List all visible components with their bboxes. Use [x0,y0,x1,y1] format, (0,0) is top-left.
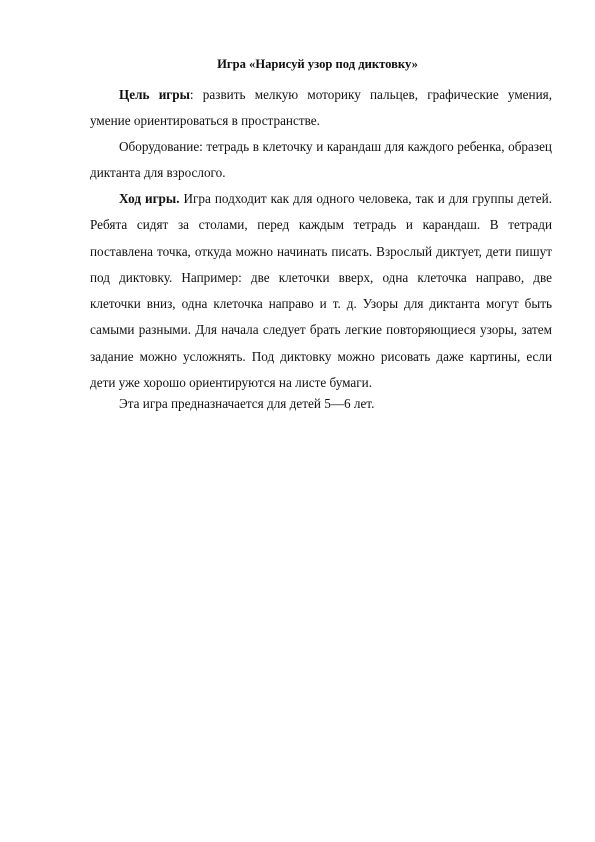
equipment-paragraph [90,134,552,187]
equipment-text: Оборудование: тетрадь в клеточку и карандаш для каждого ребенка, образец диктанта для взрослого. [90,139,552,181]
process-text: Игра подходит как для одного человека, так и для группы детей. Ребята сидят за столами, перед каждым тетрадь и карандаш. В тетради поставлена точка, откуда можно начинать писать. Взрослый диктует, дети пишут под диктовку. Например: две клеточки вверх, одна клеточка направо, две клеточки вниз, одна клеточка направо и т. д. Узоры для диктанта могут быть самыми разными. Для начала следует брать легкие повторяющиеся узоры, затем задание можно усложнять. Под диктовку можно рисовать даже картины, если дети уже хорошо ориентируются на листе бумаги. [90,191,552,391]
age-text: Эта игра предназначается для детей 5—6 лет. [119,396,375,411]
process-label: Ход игры. [119,191,180,206]
goal-paragraph [90,82,552,135]
goal-label: Цель игры [119,87,190,102]
process-paragraph [90,186,552,396]
goal-text: : развить мелкую моторику пальцев, графические умения, умение ориентироваться в пространстве. [90,87,553,129]
document-title: Игра «Нарисуй узор под диктовку» [217,57,418,71]
age-paragraph [90,391,552,417]
